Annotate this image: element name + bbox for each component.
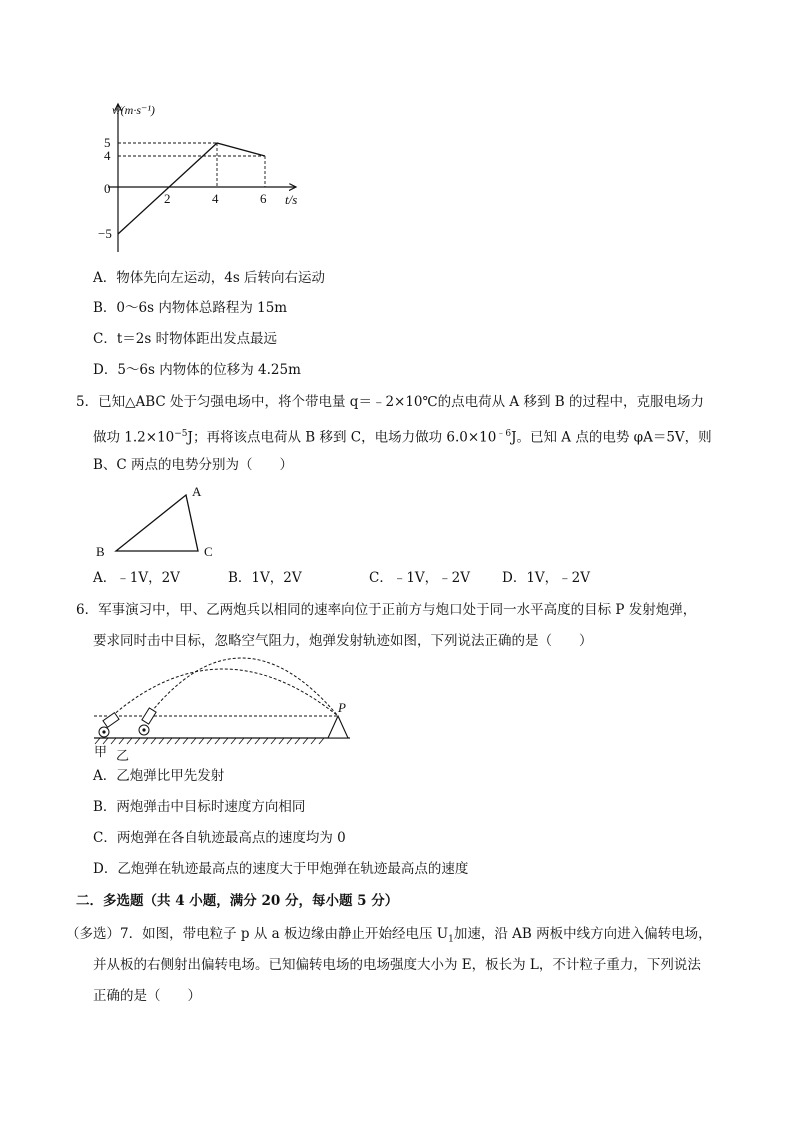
q4-option-d: D．5～6s 内物体的位移为 4.25m: [93, 362, 301, 378]
triangle-label-b: B: [96, 544, 105, 559]
cannon-yi: [139, 708, 156, 735]
q7-stem-line2: 并从板的右侧射出偏转电场。已知偏转电场的电场强度大小为 E，板长为 L，不计粒子重力，下列说法: [93, 957, 701, 973]
q5-stem-line2: 做功 $1.2\times 10^{-5}J$；再将该点电荷从 B 移到 C，电场力做功 $6.0\times 10^{﹣6}J$。已知 A 点的电势 φA＝5V，则: [93, 429, 712, 446]
q6-option-b: B．两炮弹击中目标时速度方向相同: [93, 799, 306, 815]
cannon-trajectory-figure: [88, 650, 358, 762]
x-tick-6: 6: [260, 191, 267, 206]
velocity-line: [118, 143, 265, 234]
q4-option-c: C．t＝2s 时物体距出发点最远: [93, 331, 278, 347]
x-tick-2: 2: [164, 191, 171, 206]
q5-stem-line1: 5．已知△ABC 处于匀强电场中，将个带电量 q＝﹣2×10℃的点电荷从 A 移到 B 的过程中，克服电场力: [76, 394, 704, 410]
label-yi: 乙: [116, 748, 130, 763]
graph-ylabel: v/(m·s⁻¹): [112, 103, 155, 117]
trajectory-yi: [148, 658, 338, 716]
q6-stem-line1: 6．军事演习中，甲、乙两炮兵以相同的速率向位于正前方与炮口处于同一水平高度的目标 P 发射炮弹，: [76, 602, 697, 618]
trajectory-jia: [112, 669, 338, 716]
q6-option-d: D．乙炮弹在轨迹最高点的速度大于甲炮弹在轨迹最高点的速度: [93, 861, 469, 877]
q5-option-c: C．﹣1V，﹣2V: [369, 570, 471, 586]
q6-option-a: A．乙炮弹比甲先发射: [93, 768, 225, 784]
q6-stem-line2: 要求同时击中目标，忽略空气阻力，炮弹发射轨迹如图，下列说法正确的是（ ）: [93, 633, 593, 649]
triangle-label-a: A: [192, 484, 202, 499]
section-heading-multiple-choice: 二．多选题（共 4 小题，满分 20 分，每小题 5 分）: [76, 893, 399, 909]
q4-option-a: A．物体先向左运动，4s 后转向右运动: [93, 270, 326, 286]
cannon-jia: [99, 713, 119, 737]
y-tick-5: 5: [104, 135, 111, 150]
y-tick-0: 0: [104, 181, 111, 196]
triangle-abc: [92, 482, 222, 562]
q7-stem-line1: （多选）7．如图，带电粒子 p 从 a 板边缘由静止开始经电压 $U_1$加速，沿 AB 两板中线方向进入偏转电场，: [66, 926, 712, 945]
q4-option-b: B．0～6s 内物体总路程为 15m: [93, 300, 288, 316]
q6-option-c: C．两炮弹在各自轨迹最高点的速度均为 0: [93, 830, 346, 846]
q7-stem-line3: 正确的是（ ）: [93, 988, 201, 1004]
graph-xlabel: t/s: [285, 192, 298, 207]
q5-option-d: D．1V，﹣2V: [502, 570, 591, 586]
label-p: P: [338, 700, 346, 715]
q5-stem-line3: B、C 两点的电势分别为（ ）: [93, 457, 294, 473]
target-p: [328, 716, 348, 738]
label-jia: 甲: [94, 744, 108, 759]
y-tick-neg5: −5: [98, 226, 112, 241]
triangle-label-c: C: [204, 544, 213, 559]
q5-option-a: A．﹣1V，2V: [93, 570, 180, 586]
x-tick-4: 4: [212, 191, 219, 206]
q5-option-b: B．1V，2V: [228, 570, 302, 586]
y-tick-4: 4: [104, 148, 111, 163]
vt-graph: [100, 96, 320, 256]
